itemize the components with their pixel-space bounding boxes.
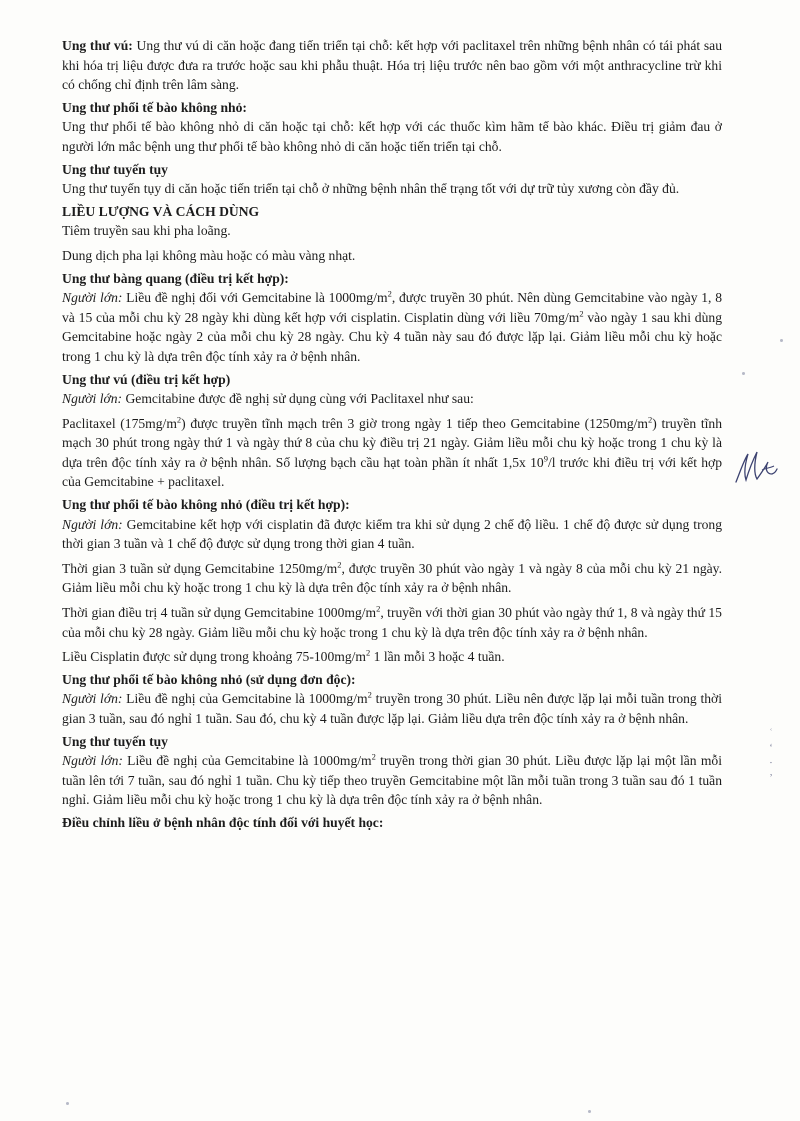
nsclc-mono-paragraph bbox=[62, 689, 722, 728]
nsclc-3week-text-2: , được truyền 30 phút vào ngày 1 và ngày 8 của mỗi chu kỳ 21 ngày. Giảm liều mỗi chu kỳ hoặc trong 1 chu kỳ là dựa trên độc tính xảy ra ở bệnh nhân. bbox=[62, 560, 722, 596]
breast-combo-sup-2: 2 bbox=[648, 414, 653, 425]
nsclc-combo-lead-paragraph bbox=[62, 515, 722, 554]
hematologic-adjustment-title: Điều chỉnh liều ở bệnh nhân độc tính đối với huyết học: bbox=[62, 814, 384, 830]
pancreas-dose-lead: Người lớn: bbox=[62, 753, 123, 769]
bladder-sup-2: 2 bbox=[579, 308, 584, 319]
breast-combo-paragraph bbox=[62, 414, 722, 492]
nsclc-combo-lead-text: Gemcitabine kết hợp với cisplatin đã được kiểm tra khi sử dụng 2 chế độ liều. 1 chế độ được sử dụng trong thời gian 3 tuần và 1 chế độ được sử dụng trong thời gian 4 tuần. bbox=[62, 516, 722, 552]
scan-speck bbox=[66, 1102, 69, 1105]
scan-speck bbox=[588, 1110, 591, 1113]
nsclc-indication-text: Ung thư phổi tế bào không nhỏ di căn hoặc tại chỗ: kết hợp với các thuốc kìm hãm tế bào khác. Điều trị giảm đau ở người lớn mắc bệnh ung thư phổi tế bào không nhỏ di căn hoặc tiến triển tại chỗ. bbox=[62, 119, 722, 154]
breast-combo-text-1: Paclitaxel (175mg/m bbox=[62, 415, 177, 431]
breast-combo-sup-1: 2 bbox=[176, 414, 182, 425]
breast-combo-lead: Người lớn: bbox=[62, 391, 123, 407]
pancreas-dose-title: Ung thư tuyến tụy bbox=[62, 733, 168, 749]
pancreas-dose-paragraph bbox=[62, 751, 722, 810]
dosage-line-1: Tiêm truyền sau khi pha loãng. bbox=[62, 223, 231, 239]
cisplatin-dose-paragraph bbox=[62, 647, 722, 667]
bladder-title: Ung thư bàng quang (điều trị kết hợp): bbox=[62, 270, 289, 286]
nsclc-3week-text-1: Thời gian 3 tuần sử dụng Gemcitabine 1250mg/m bbox=[62, 560, 338, 576]
breast-combo-text-4: /l trước khi điều trị với kết hợp của Gemcitabine + paclitaxel. bbox=[62, 454, 722, 490]
breast-combo-lead-text: Gemcitabine được đề nghị sử dụng cùng với Paclitaxel như sau: bbox=[122, 391, 474, 407]
document-page bbox=[62, 36, 722, 833]
nsclc-mono-text-2: truyền trong 30 phút. Liều nên được lặp lại mỗi tuần trong thời gian 3 tuần, sau đó nghỉ 1 tuần. Sau đó, chu kỳ 4 tuần được lặp lại. Giảm liều dựa trên độc tính xảy ra ở bệnh nhân. bbox=[62, 691, 722, 726]
breast-combo-text-3: ) truyền tĩnh mạch 30 phút trong ngày thứ 1 và ngày thứ 8 của chu kỳ điều trị 21 ngày. Giảm liều mỗi chu kỳ hoặc trong 1 chu kỳ là dựa trên độc tính xảy ra ở bệnh nhân. Số lượng bạch cầu hạt toàn phần ít nhất 1,5x 10 bbox=[62, 415, 722, 470]
pancreas-dose-sup: 2 bbox=[371, 751, 376, 762]
bladder-text-2: , được truyền 30 phút. Nên dùng Gemcitabine vào ngày 1, 8 và 15 của mỗi chu kỳ 28 ngày khi dùng kết hợp với cisplatin. Cisplatin dùng với liều 70mg/m bbox=[62, 290, 722, 325]
scan-speck bbox=[780, 339, 783, 342]
nsclc-indication-title: Ung thư phổi tế bào không nhỏ: bbox=[62, 99, 247, 115]
nsclc-combo-4week-paragraph bbox=[62, 603, 722, 642]
nsclc-mono-lead: Người lớn: bbox=[62, 691, 123, 707]
cisplatin-dose-sup: 2 bbox=[365, 647, 371, 658]
margin-ink-marks: ʿ ‘ ⋅ ’ bbox=[769, 728, 773, 784]
cisplatin-dose-text-2: 1 lần mỗi 3 hoặc 4 tuần. bbox=[370, 649, 505, 665]
nsclc-mono-title: Ung thư phổi tế bào không nhỏ (sử dụng đơn độc): bbox=[62, 671, 356, 687]
breast-combo-title: Ung thư vú (điều trị kết hợp) bbox=[62, 371, 231, 387]
dosage-section-title: LIỀU LƯỢNG VÀ CÁCH DÙNG bbox=[62, 203, 260, 219]
pancreas-dose-text-2: truyền trong thời gian 30 phút. Liều được lặp lại một lần mỗi tuần lên tới 7 tuần, sau đó nghỉ 1 tuần. Chu kỳ tiếp theo truyền Gemcitabine một lần mỗi tuần trong 3 tuần sau đó 1 tuần nghỉ. Giảm liều mỗi chu kỳ hoặc trong 1 chu kỳ là dựa trên độc tính xảy ra ở bệnh nhân. bbox=[62, 753, 722, 808]
breast-indication-paragraph bbox=[62, 36, 722, 95]
pancreas-indication-text: Ung thư tuyến tụy di căn hoặc tiến triển tại chỗ ở những bệnh nhân thể trạng tốt với dự trữ tủy xương còn đầy đủ. bbox=[62, 181, 680, 197]
nsclc-combo-3week-paragraph bbox=[62, 559, 722, 598]
nsclc-4week-text-1: Thời gian điều trị 4 tuần sử dụng Gemcitabine 1000mg/m bbox=[62, 605, 377, 621]
dosage-line-2: Dung dịch pha lại không màu hoặc có màu vàng nhạt. bbox=[62, 247, 356, 263]
cisplatin-dose-text-1: Liều Cisplatin được sử dụng trong khoảng 75-100mg/m bbox=[62, 649, 366, 665]
bladder-lead: Người lớn: bbox=[62, 290, 123, 306]
breast-indication-text: Ung thư vú di căn hoặc đang tiến triển tại chỗ: kết hợp với paclitaxel trên những bệnh nhân có tái phát sau khi hóa trị liệu được đưa ra trước hoặc sau khi phẫu thuật. Hóa trị liệu trước nên bao gồm với một anthracycline trừ khi có chống chỉ định trên lâm sàng. bbox=[62, 38, 722, 93]
bladder-sup-1: 2 bbox=[387, 288, 392, 299]
nsclc-combo-lead: Người lớn: bbox=[62, 516, 123, 532]
pancreas-dose-text-1: Liều đề nghị của Gemcitabine là 1000mg/m bbox=[122, 753, 372, 769]
signature-mark bbox=[732, 446, 778, 486]
bladder-text-1: Liều đề nghị đối với Gemcitabine là 1000mg/m bbox=[122, 290, 388, 306]
breast-indication-title: Ung thư vú: bbox=[62, 38, 133, 53]
bladder-paragraph bbox=[62, 288, 722, 366]
breast-combo-lead-paragraph bbox=[62, 389, 722, 409]
pancreas-indication-title: Ung thư tuyến tụy bbox=[62, 161, 168, 177]
breast-combo-text-2: ) được truyền tĩnh mạch trên 3 giờ trong ngày 1 tiếp theo Gemcitabine (1250mg/m bbox=[181, 415, 648, 431]
bladder-text-3: vào ngày 1 sau khi dùng Gemcitabine hoặc ngày 2 của mỗi chu kỳ 28 ngày. Chu kỳ 4 tuần này sau đó được lặp lại. Giảm liều mỗi chu kỳ hoặc trong 1 chu kỳ là dựa trên độc tính xảy ra ở bệnh nhân. bbox=[62, 309, 722, 364]
nsclc-mono-text-1: Liều đề nghị của Gemcitabine là 1000mg/m bbox=[122, 691, 368, 707]
nsclc-4week-text-2: , truyền với thời gian 30 phút vào ngày thứ 1, 8 và ngày thứ 15 của mỗi chu kỳ 28 ngày. Giảm liều mỗi chu kỳ hoặc trong 1 chu kỳ là dựa trên độc tính xảy ra ở bệnh nhân. bbox=[62, 605, 722, 640]
nsclc-3week-sup: 2 bbox=[337, 559, 342, 570]
nsclc-mono-sup: 2 bbox=[367, 689, 372, 700]
nsclc-4week-sup: 2 bbox=[376, 603, 381, 614]
scan-speck bbox=[742, 372, 745, 375]
breast-combo-sup-3: 9 bbox=[543, 453, 548, 464]
nsclc-combo-title: Ung thư phổi tế bào không nhỏ (điều trị kết hợp): bbox=[62, 497, 350, 513]
